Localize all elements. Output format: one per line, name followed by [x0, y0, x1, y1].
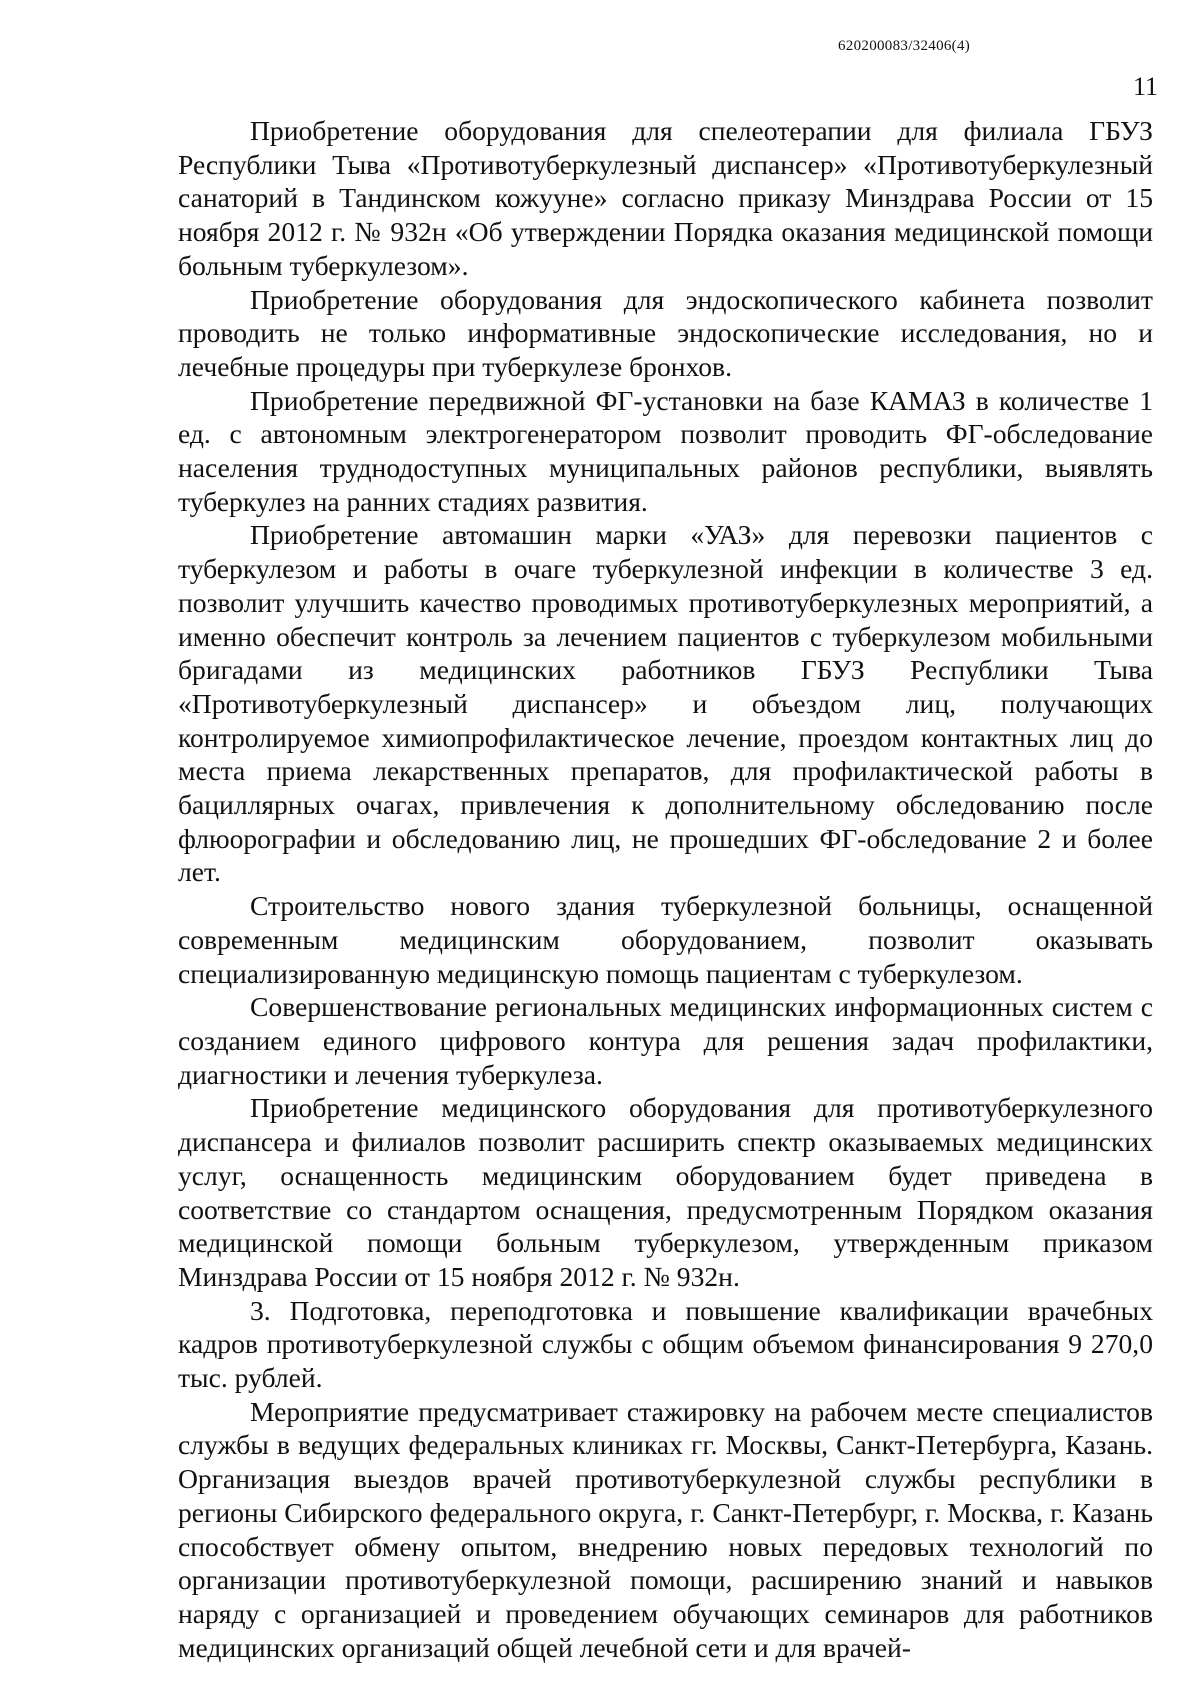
- paragraph-speleotherapy: Приобретение оборудования для спелеотерапии для филиала ГБУЗ Республики Тыва «Противотуберкулезный диспансер» «Противотуберкулезный санаторий в Тандинском кожууне» согласно приказу Минздрава России от 15 ноября 2012 г. № 932н «Об утверждении Порядка оказания медицинской помощи больным туберкулезом».: [178, 115, 1153, 281]
- paragraph-endoscopy: Приобретение оборудования для эндоскопического кабинета позволит проводить не только информативные эндоскопические исследования, но и лечебные процедуры при туберкулезе бронхов.: [178, 283, 1153, 382]
- document-body: [178, 114, 1153, 1664]
- document-id: 620200083/32406(4): [838, 38, 971, 54]
- paragraph-hospital-construction: Строительство нового здания туберкулезной больницы, оснащенной современным медицинским оборудованием, позволит оказывать специализированную медицинскую помощь пациентам с туберкулезом.: [178, 890, 1153, 989]
- page-number: 11: [1133, 72, 1159, 101]
- paragraph-internships: Мероприятие предусматривает стажировку на рабочем месте специалистов службы в ведущих федеральных клиниках гг. Москвы, Санкт-Петербурга, Казань. Организация выездов врачей противотуберкулезной службы республики в регионы Сибирского федерального округа, г. Санкт-Петербург, г. Москва, г. Казань способствует обмену опытом, внедрению новых передовых технологий по организации противотуберкулезной помощи, расширению знаний и навыков наряду с организацией и проведением обучающих семинаров для работников медицинских организаций общей лечебной сети и для врачей-: [178, 1395, 1153, 1663]
- paragraph-information-systems: Совершенствование региональных медицинских информационных систем с созданием единого цифрового контура для решения задач профилактики, диагностики и лечения туберкулеза.: [178, 991, 1153, 1090]
- paragraph-medical-equipment: Приобретение медицинского оборудования для противотуберкулезного диспансера и филиалов позволит расширить спектр оказываемых медицинских услуг, оснащенность медицинским оборудованием будет приведена в соответствие со стандартом оснащения, предусмотренным Порядком оказания медицинской помощи больным туберкулезом, утвержденным приказом Минздрава России от 15 ноября 2012 г. № 932н.: [178, 1092, 1153, 1292]
- paragraph-uaz-vehicles: Приобретение автомашин марки «УАЗ» для перевозки пациентов с туберкулезом и работы в очаге туберкулезной инфекции в количестве 3 ед. позволит улучшить качество проводимых противотуберкулезных мероприятий, а именно обеспечит контроль за лечением пациентов с туберкулезом мобильными бригадами из медицинских работников ГБУЗ Республики Тыва «Противотуберкулезный диспансер» и объездом лиц, получающих контролируемое химиопрофилактическое лечение, проездом контактных лиц до места приема лекарственных препаратов, для профилактической работы в бациллярных очагах, привлечения к дополнительному обследованию после флюорографии и обследованию лиц, не прошедших ФГ-обследование 2 и более лет.: [178, 519, 1153, 888]
- paragraph-mobile-fluorography: Приобретение передвижной ФГ-установки на базе КАМАЗ в количестве 1 ед. с автономным электрогенератором позволит проводить ФГ-обследование населения труднодоступных муниципальных районов республики, выявлять туберкулез на ранних стадиях развития.: [178, 384, 1153, 517]
- paragraph-staff-training: 3. Подготовка, переподготовка и повышение квалификации врачебных кадров противотуберкулезной службы с общим объемом финансирования 9 270,0 тыс. рублей.: [178, 1294, 1153, 1394]
